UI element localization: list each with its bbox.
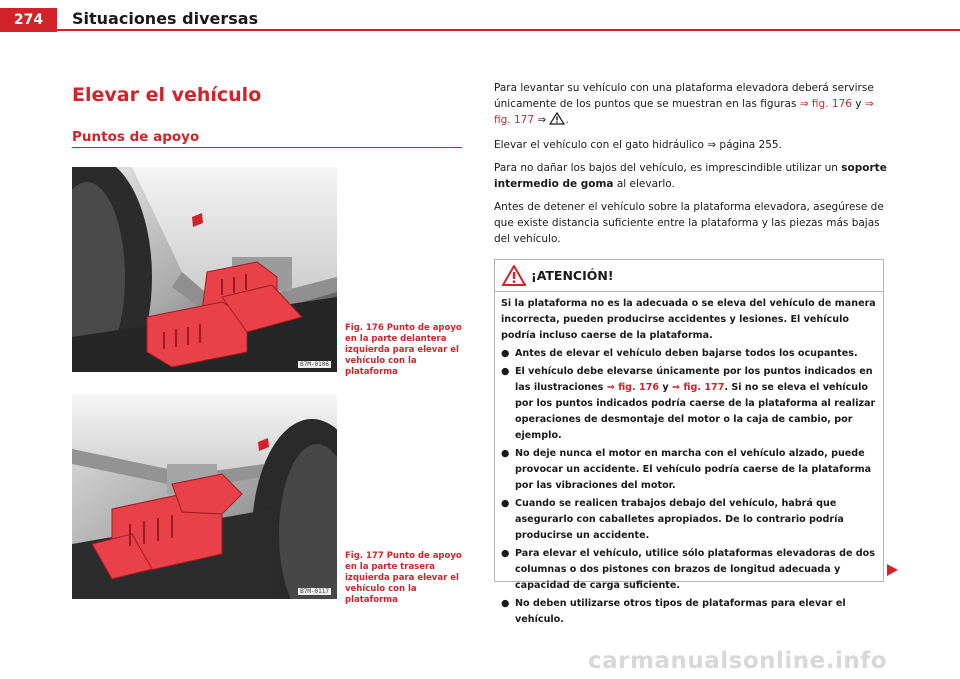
warning-body	[495, 292, 883, 628]
list-item	[501, 364, 879, 444]
paragraph	[494, 80, 889, 130]
figure-code: B7M-0117	[300, 588, 329, 595]
list-item-text: Cuando se realicen trabajos debajo del vehículo, habrá que asegurarlo con caballetes apropiados. De lo contrario podría producirse un accidente.	[515, 498, 844, 541]
list-item	[501, 596, 879, 628]
paragraph-text: Para levantar su vehículo con una plataforma elevadora deberá servirse únicamente de los puntos que se muestran en las figuras	[494, 82, 874, 110]
bullet-icon: ●	[501, 448, 510, 459]
list-item	[501, 546, 879, 594]
list-item-text: Antes de elevar el vehículo deben bajarse todos los ocupantes.	[515, 348, 858, 359]
list-item-text: Para elevar el vehículo, utilice sólo plataformas elevadoras de dos columnas o dos pistones con brazos de longitud adecuada y capacidad de carga suficiente.	[515, 548, 875, 591]
bullet-icon: ●	[501, 348, 510, 359]
warning-intro: Si la plataforma no es la adecuada o se eleva del vehículo de manera incorrecta, pueden producirse accidentes y lesiones. El vehículo podría incluso caerse de la plataforma.	[501, 298, 876, 341]
page-header	[0, 0, 960, 34]
figure-176-image	[72, 167, 337, 372]
list-item-text-part: y	[659, 382, 672, 393]
list-item	[501, 446, 879, 494]
paragraph-text: Para no dañar los bajos del vehículo, es imprescindible utilizar un	[494, 162, 842, 174]
figure-177-caption: Fig. 177 Punto de apoyo en la parte trasera izquierda para elevar el vehículo con la plataforma	[345, 551, 462, 605]
body-text	[494, 80, 889, 254]
bullet-icon: ●	[501, 498, 510, 509]
paragraph: Antes de detener el vehículo sobre la plataforma elevadora, asegúrese de que existe distancia suficiente entre la plataforma y las piezas más bajas del vehículo.	[494, 201, 884, 245]
bullet-icon: ●	[501, 548, 510, 559]
subsection-title: Puntos de apoyo	[72, 129, 200, 145]
warning-title: ¡ATENCIÓN!	[531, 268, 614, 283]
paragraph-text: .	[565, 114, 569, 126]
bullet-icon: ●	[501, 598, 510, 609]
figure-176-link[interactable]: ⇒ fig. 176	[799, 98, 852, 110]
subsection-rule	[72, 147, 462, 148]
warning-icon	[502, 265, 526, 290]
next-page-arrow-icon[interactable]	[885, 562, 899, 581]
section-title: Situaciones diversas	[72, 9, 259, 28]
figure-176-link[interactable]: ⇒ fig. 176	[606, 382, 660, 393]
page-title: Elevar el vehículo	[72, 84, 262, 106]
watermark: carmanualsonline.info	[588, 648, 888, 674]
header-rule	[57, 29, 960, 31]
bullet-icon: ●	[501, 366, 510, 377]
paragraph-text: ⇒	[534, 114, 550, 126]
warning-box	[494, 259, 884, 625]
list-item	[501, 346, 879, 362]
list-item	[501, 496, 879, 544]
paragraph	[494, 160, 889, 192]
figure-177-image	[72, 394, 337, 599]
paragraph-text: y	[851, 98, 865, 110]
warning-triangle-icon[interactable]	[549, 112, 565, 130]
figure-177-link[interactable]: ⇒ fig. 177	[494, 98, 874, 126]
figure-177-link[interactable]: ⇒ fig. 177	[672, 382, 725, 393]
list-item-text	[515, 364, 879, 444]
list-item-text-part: . Si no se eleva el vehículo por los puntos indicados podría caerse de la plataforma al realizar operaciones de desmontaje del motor o la caja de cambio, por ejemplo.	[515, 382, 876, 441]
list-item-text-part: El vehículo debe elevarse únicamente por los puntos indicados en las ilustraciones	[515, 366, 873, 393]
paragraph-text: al elevarlo.	[613, 178, 675, 190]
page-number: 274	[0, 8, 57, 32]
warning-header	[495, 260, 883, 292]
bold-text: soporte intermedio de goma	[494, 162, 887, 190]
figure-176-caption: Fig. 176 Punto de apoyo en la parte delantera izquierda para elevar el vehículo con la plataforma	[345, 323, 462, 377]
list-item-text: No deben utilizarse otros tipos de plataformas para elevar el vehículo.	[515, 598, 846, 625]
list-item-text: No deje nunca el motor en marcha con el vehículo alzado, puede provocar un accidente. El vehículo podría caerse de la plataforma por las vibraciones del motor.	[515, 448, 872, 491]
figure-code: B7M-0106	[300, 361, 329, 368]
paragraph: Elevar el vehículo con el gato hidráulico ⇒ página 255.	[494, 139, 782, 151]
